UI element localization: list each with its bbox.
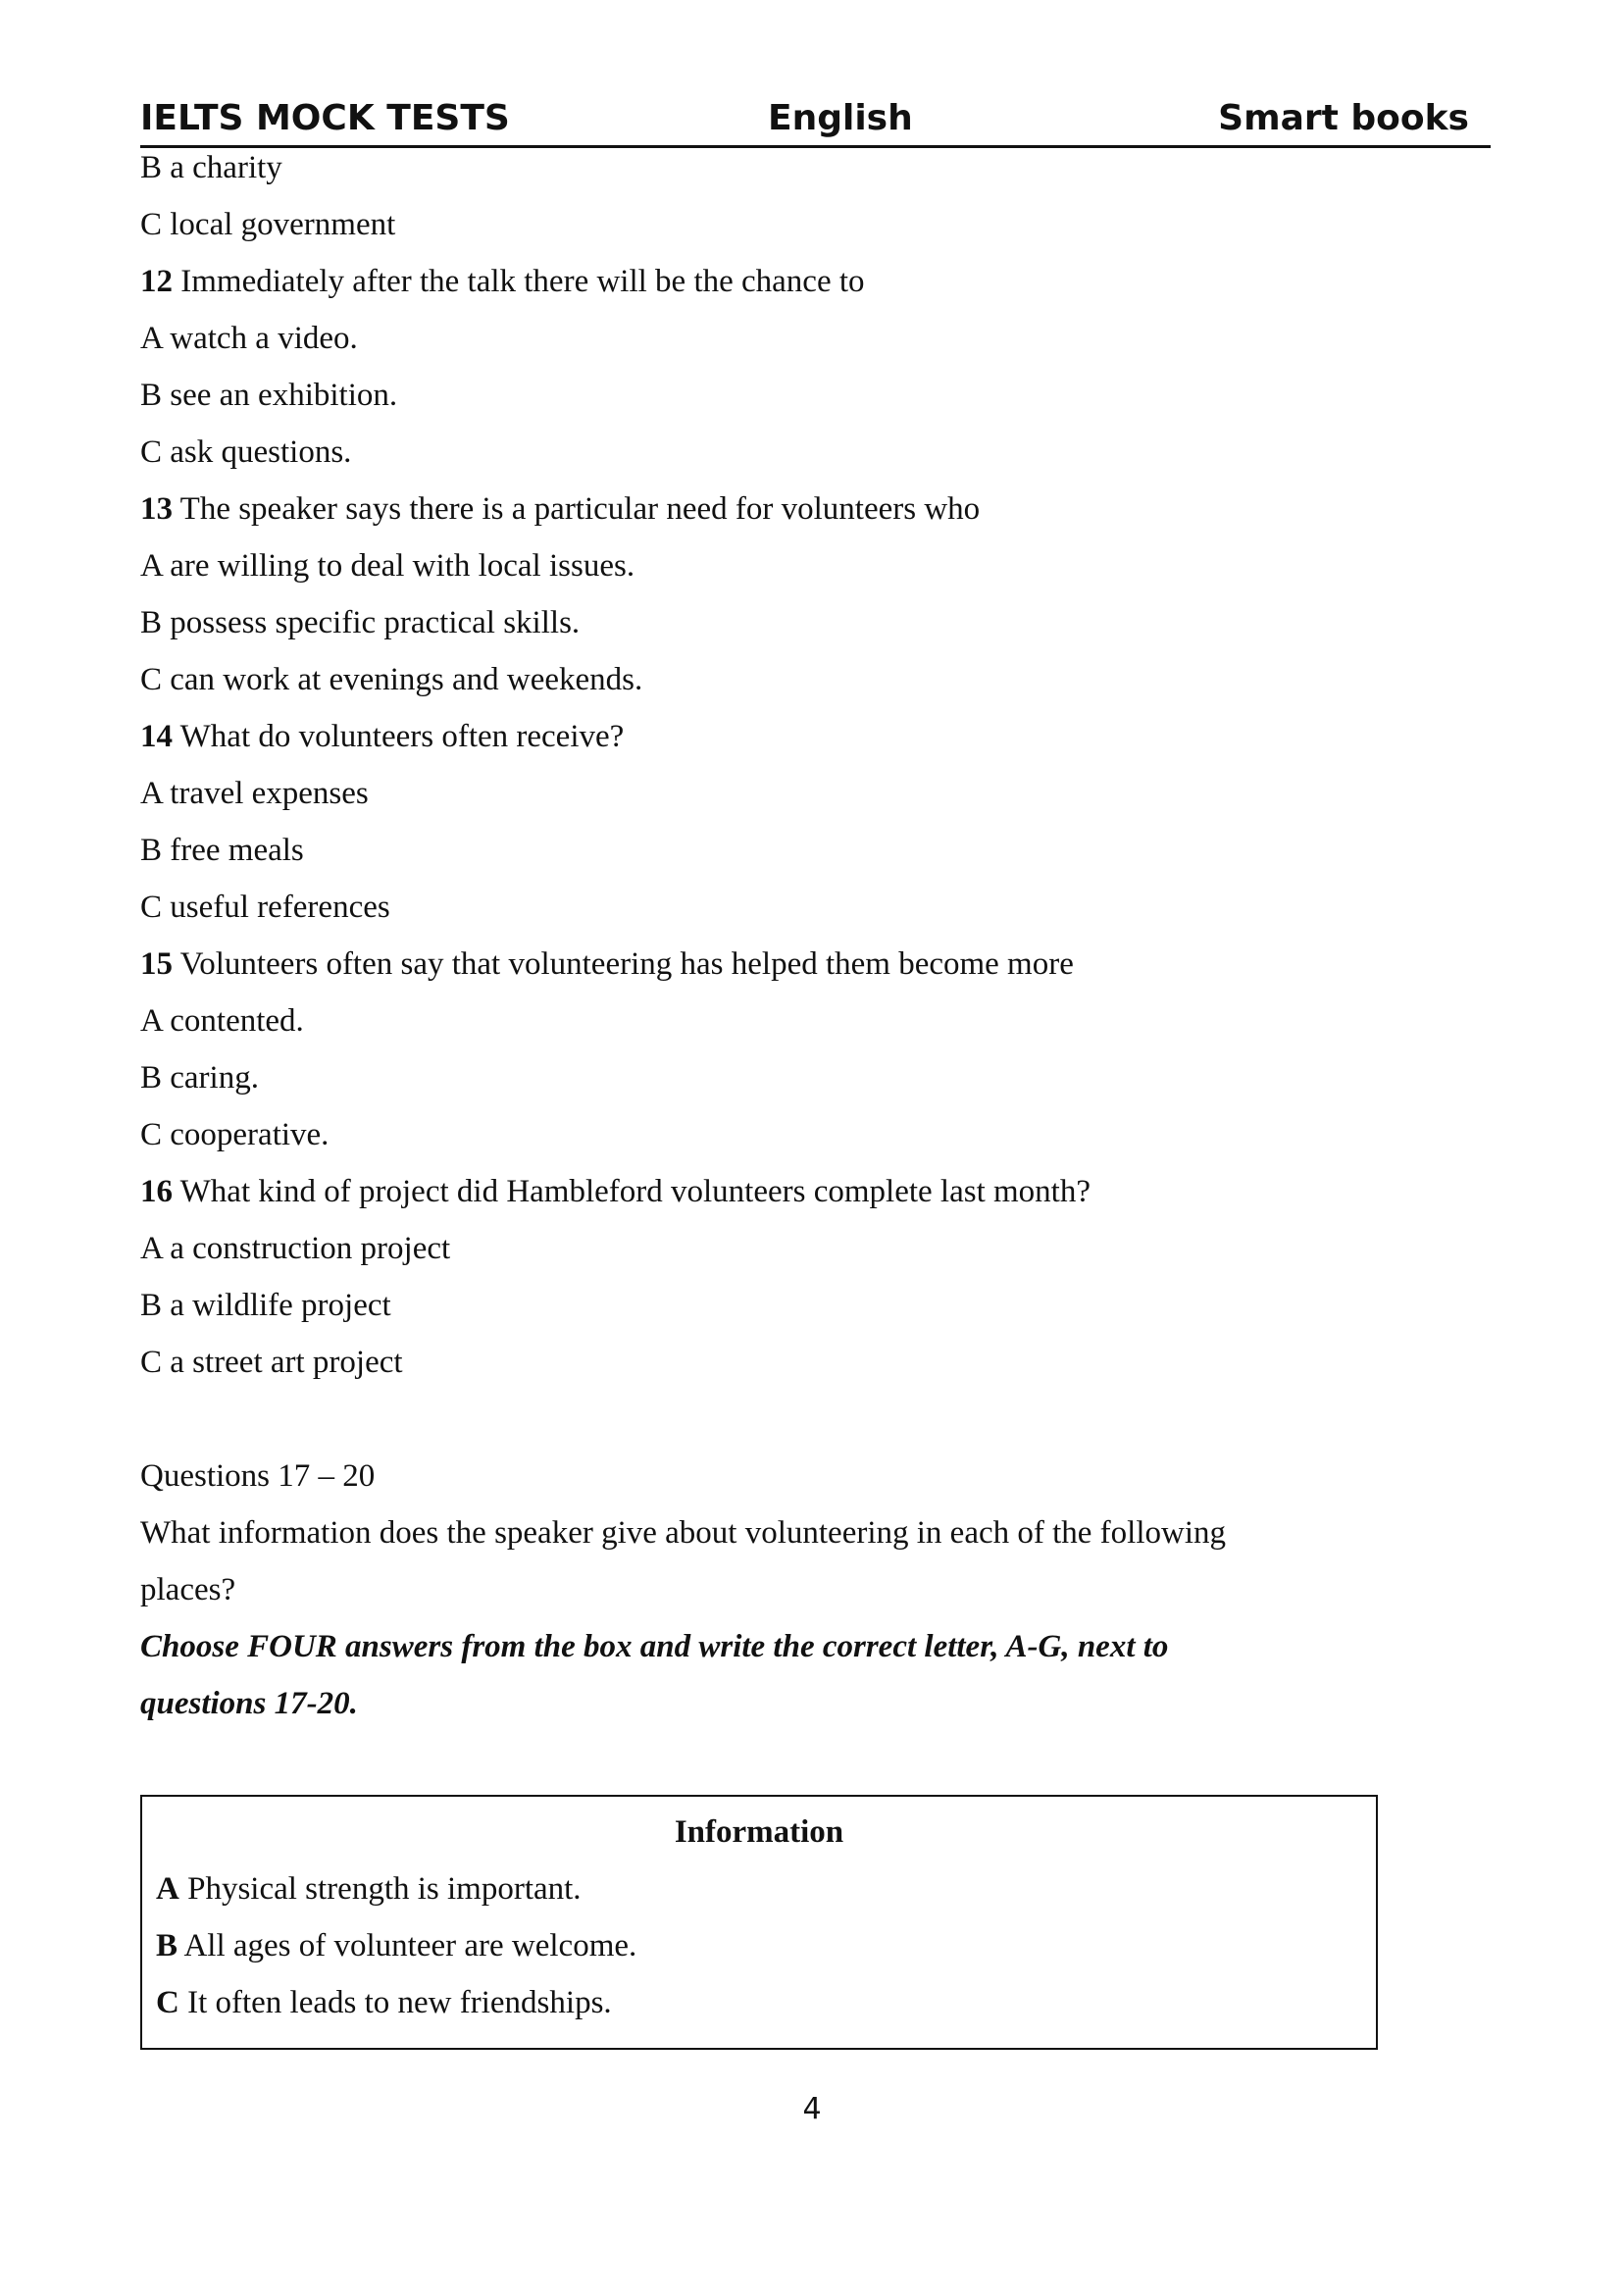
section-prompt: What information does the speaker give about volunteering in each of the following bbox=[140, 1515, 1226, 1551]
option-line: A travel expenses bbox=[140, 776, 369, 811]
question-12 bbox=[140, 260, 1454, 317]
question-text: The speaker says there is a particular need for volunteers who bbox=[179, 491, 981, 527]
option-line: C can work at evenings and weekends. bbox=[140, 662, 643, 697]
information-letter: C bbox=[156, 1985, 179, 2020]
header-publisher: Smart books bbox=[1218, 98, 1469, 138]
information-box bbox=[140, 1795, 1378, 2050]
section-instruction: Choose FOUR answers from the box and write the correct letter, A-G, next to bbox=[140, 1629, 1169, 1664]
section-prompt: places? bbox=[140, 1572, 236, 1607]
question-number: 12 bbox=[140, 264, 173, 299]
information-item bbox=[142, 1981, 1376, 2038]
option-line: B a charity bbox=[140, 150, 282, 185]
option-line: B free meals bbox=[140, 833, 304, 868]
section-instruction: questions 17-20. bbox=[140, 1686, 358, 1721]
information-box-title: Information bbox=[674, 1814, 844, 1850]
question-number: 14 bbox=[140, 719, 173, 754]
page-number: 4 bbox=[802, 2092, 822, 2126]
option-line: C cooperative. bbox=[140, 1117, 330, 1152]
option-line: B possess specific practical skills. bbox=[140, 605, 581, 640]
option-line: C a street art project bbox=[140, 1345, 403, 1380]
spacer bbox=[140, 1398, 1454, 1454]
header-subject: English bbox=[768, 98, 913, 138]
option-line: A a construction project bbox=[140, 1231, 451, 1266]
question-15 bbox=[140, 943, 1454, 999]
question-13 bbox=[140, 487, 1454, 544]
option-line: A are willing to deal with local issues. bbox=[140, 548, 635, 584]
question-content bbox=[140, 146, 1454, 1739]
question-text: What kind of project did Hambleford volunteers complete last month? bbox=[179, 1174, 1091, 1209]
option-line: B caring. bbox=[140, 1060, 259, 1096]
option-line: C useful references bbox=[140, 890, 390, 925]
page-header bbox=[140, 94, 1491, 148]
option-line: C ask questions. bbox=[140, 434, 352, 470]
question-16 bbox=[140, 1170, 1454, 1227]
information-item bbox=[142, 1867, 1376, 1924]
information-letter: A bbox=[156, 1871, 179, 1907]
question-number: 13 bbox=[140, 491, 173, 527]
question-text: What do volunteers often receive? bbox=[179, 719, 625, 754]
question-text: Immediately after the talk there will be the chance to bbox=[180, 264, 865, 299]
information-letter: B bbox=[156, 1928, 178, 1963]
question-text: Volunteers often say that volunteering has helped them become more bbox=[179, 946, 1074, 982]
option-line: B see an exhibition. bbox=[140, 378, 398, 413]
option-line: C local government bbox=[140, 207, 396, 242]
information-item bbox=[142, 1924, 1376, 1981]
header-title: IELTS MOCK TESTS bbox=[140, 98, 510, 138]
question-14 bbox=[140, 715, 1454, 772]
option-line: A contented. bbox=[140, 1003, 304, 1039]
question-number: 16 bbox=[140, 1174, 173, 1209]
option-line: B a wildlife project bbox=[140, 1288, 391, 1323]
question-number: 15 bbox=[140, 946, 173, 982]
section-heading: Questions 17 – 20 bbox=[140, 1458, 376, 1494]
information-text: It often leads to new friendships. bbox=[187, 1985, 612, 2020]
information-text: All ages of volunteer are welcome. bbox=[183, 1928, 637, 1963]
option-line: A watch a video. bbox=[140, 321, 358, 356]
information-text: Physical strength is important. bbox=[187, 1871, 582, 1907]
